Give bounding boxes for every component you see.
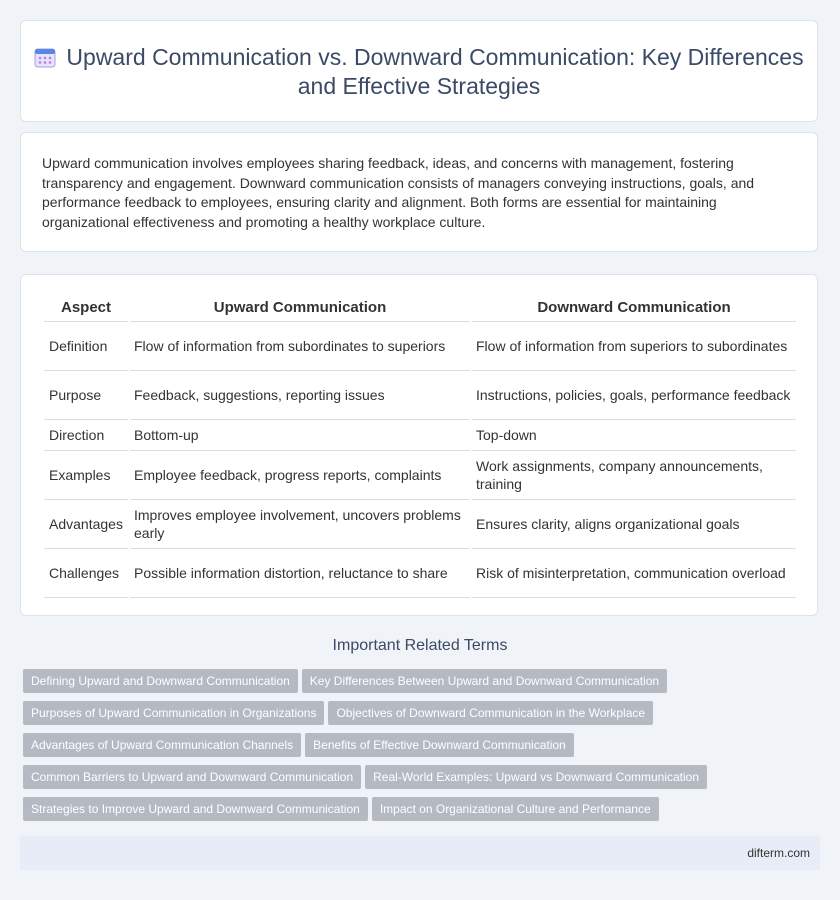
- related-term-tag[interactable]: Real-World Examples: Upward vs Downward Communication: [365, 765, 707, 789]
- related-term-tag[interactable]: Defining Upward and Downward Communication: [23, 669, 298, 693]
- footer-site-link[interactable]: difterm.com: [747, 846, 810, 860]
- related-terms-list: [23, 669, 813, 829]
- table-row: [44, 451, 796, 500]
- table-cell: Work assignments, company announcements, training: [472, 451, 796, 500]
- table-cell: Possible information distortion, reluctance to share: [130, 549, 470, 598]
- table-row: [44, 420, 796, 451]
- table-row: [44, 549, 796, 598]
- table-cell: Advantages: [44, 500, 128, 549]
- table-cell: Risk of misinterpretation, communication overload: [472, 549, 796, 598]
- table-row: [44, 371, 796, 420]
- table-cell: Improves employee involvement, uncovers problems early: [130, 500, 470, 549]
- table-cell: Bottom-up: [130, 420, 470, 451]
- related-term-tag[interactable]: Advantages of Upward Communication Channels: [23, 733, 301, 757]
- page-title-wrap: [21, 43, 817, 101]
- table-cell: Flow of information from superiors to subordinates: [472, 322, 796, 371]
- intro-paragraph: Upward communication involves employees sharing feedback, ideas, and concerns with management, fostering transparency and engagement. Downward communication consists of managers conveying instructions, goals, and performance feedback to employees, ensuring clarity and alignment. Both forms are essential for maintaining organizational effectiveness and promoting a healthy workplace culture.: [42, 155, 755, 230]
- table-cell: Ensures clarity, aligns organizational goals: [472, 500, 796, 549]
- table-cell: Flow of information from subordinates to superiors: [130, 322, 470, 371]
- related-term-tag[interactable]: Common Barriers to Upward and Downward Communication: [23, 765, 361, 789]
- table-cell: Employee feedback, progress reports, complaints: [130, 451, 470, 500]
- table-cell: Examples: [44, 451, 128, 500]
- page-title: Upward Communication vs. Downward Communication: Key Differences and Effective Strategies: [66, 44, 804, 99]
- related-term-tag[interactable]: Key Differences Between Upward and Downward Communication: [302, 669, 667, 693]
- calendar-icon: [34, 46, 56, 68]
- table-cell: Purpose: [44, 371, 128, 420]
- related-term-tag[interactable]: Strategies to Improve Upward and Downward Communication: [23, 797, 368, 821]
- intro-card: [20, 132, 818, 252]
- table-cell: Definition: [44, 322, 128, 371]
- table-cell: Top-down: [472, 420, 796, 451]
- related-terms-heading: Important Related Terms: [332, 637, 508, 654]
- header-card: [20, 20, 818, 122]
- column-header-aspect: Aspect: [44, 293, 128, 322]
- comparison-card: [20, 274, 818, 616]
- table-cell: Direction: [44, 420, 128, 451]
- table-row: [44, 500, 796, 549]
- related-term-tag[interactable]: Impact on Organizational Culture and Performance: [372, 797, 659, 821]
- related-term-tag[interactable]: Benefits of Effective Downward Communication: [305, 733, 574, 757]
- comparison-table: [42, 293, 798, 598]
- related-term-tag[interactable]: Purposes of Upward Communication in Organizations: [23, 701, 324, 725]
- table-cell: Feedback, suggestions, reporting issues: [130, 371, 470, 420]
- column-header-downward: Downward Communication: [472, 293, 796, 322]
- related-term-tag[interactable]: Objectives of Downward Communication in the Workplace: [328, 701, 653, 725]
- column-header-upward: Upward Communication: [130, 293, 470, 322]
- table-row: [44, 322, 796, 371]
- footer: [20, 836, 820, 870]
- table-cell: Instructions, policies, goals, performance feedback: [472, 371, 796, 420]
- table-cell: Challenges: [44, 549, 128, 598]
